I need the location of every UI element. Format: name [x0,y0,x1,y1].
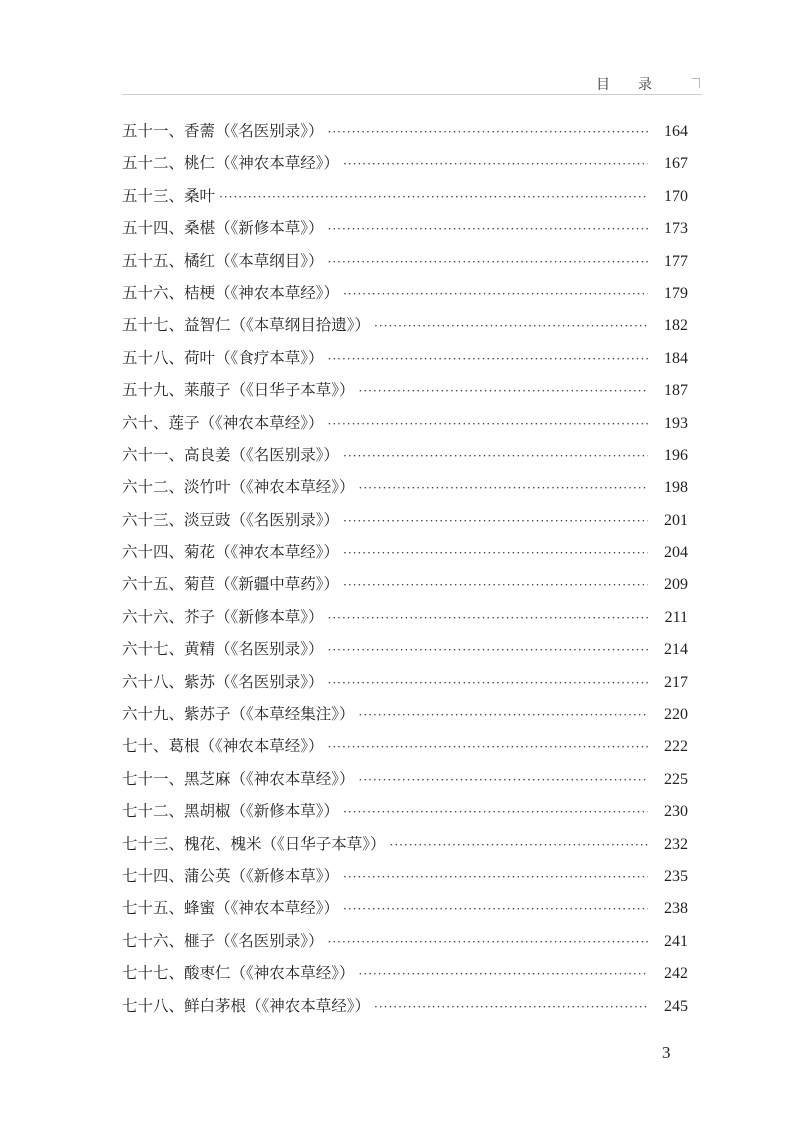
toc-entry-title: 七十二、黑胡椒（《新修本草》） [122,802,340,821]
toc-entry-title: 五十四、桑椹（《新修本草》） [122,219,324,238]
toc-entry[interactable] [122,345,688,377]
toc-entry-title: 五十七、益智仁（《本草纲目拾遗》） [122,316,371,335]
table-of-contents [122,118,688,1025]
dot-leader [359,767,648,793]
toc-entry-page: 217 [664,673,688,691]
toc-entry-title: 六十七、黄精（《名医别录》） [122,640,324,659]
toc-entry-page: 241 [664,932,688,950]
dot-leader [328,929,648,955]
toc-entry-page: 230 [664,803,688,821]
toc-entry-title: 五十二、桃仁（《神农本草经》） [122,154,340,173]
toc-entry[interactable] [122,604,688,636]
toc-entry-title: 五十八、荷叶（《食疗本草》） [122,348,324,367]
toc-entry[interactable] [122,507,688,539]
toc-entry-page: 220 [664,706,688,724]
dot-leader [343,864,648,890]
toc-entry[interactable] [122,863,688,895]
toc-entry-title: 七十八、鲜白茅根（《神农本草经》） [122,996,371,1015]
toc-entry[interactable] [122,539,688,571]
toc-entry[interactable] [122,474,688,506]
toc-entry[interactable] [122,571,688,603]
toc-entry-page: 242 [664,965,688,983]
dot-leader [343,540,648,566]
toc-entry-page: 182 [664,317,688,335]
toc-entry[interactable] [122,312,688,344]
toc-entry[interactable] [122,993,688,1025]
toc-entry-title: 五十九、莱菔子（《日华子本草》） [122,381,355,400]
header-title: 目录 [596,77,680,93]
toc-entry-page: 214 [664,641,688,659]
toc-entry-page: 232 [664,835,688,853]
toc-entry-page: 209 [664,576,688,594]
dot-leader [328,734,648,760]
dot-leader [328,119,648,145]
dot-leader [328,216,648,242]
toc-entry-page: 167 [664,155,688,173]
toc-entry-page: 211 [664,608,688,626]
toc-entry[interactable] [122,118,688,150]
toc-entry-title: 七十五、蜂蜜（《神农本草经》） [122,899,340,918]
dot-leader [343,281,648,307]
dot-leader [359,475,648,501]
dot-leader [219,184,648,210]
toc-entry-page: 170 [664,187,688,205]
toc-entry-page: 177 [664,252,688,270]
dot-leader [359,378,648,404]
toc-entry[interactable] [122,669,688,701]
dot-leader [328,670,648,696]
dot-leader [343,443,648,469]
toc-entry-title: 六十二、淡竹叶（《神农本草经》） [122,478,355,497]
toc-entry[interactable] [122,766,688,798]
toc-entry[interactable] [122,701,688,733]
toc-entry[interactable] [122,280,688,312]
toc-entry[interactable] [122,636,688,668]
toc-entry[interactable] [122,928,688,960]
toc-entry-page: 196 [664,446,688,464]
dot-leader [343,508,648,534]
toc-entry-title: 五十六、桔梗（《神农本草经》） [122,283,340,302]
dot-leader [359,961,648,987]
toc-entry-title: 七十六、榧子（《名医别录》） [122,931,324,950]
toc-entry-title: 五十五、橘红（《本草纲目》） [122,251,324,270]
toc-entry[interactable] [122,733,688,765]
toc-entry-title: 六十八、紫苏（《名医别录》） [122,672,324,691]
toc-entry[interactable] [122,410,688,442]
toc-entry[interactable] [122,895,688,927]
toc-entry[interactable] [122,960,688,992]
toc-entry-page: 245 [664,997,688,1015]
toc-entry-page: 193 [664,414,688,432]
toc-entry-title: 六十九、紫苏子（《本草经集注》） [122,705,355,724]
toc-entry-page: 164 [664,123,688,140]
toc-entry-page: 173 [664,220,688,238]
toc-entry-title: 六十四、菊花（《神农本草经》） [122,543,340,562]
toc-entry[interactable] [122,150,688,182]
corner-mark-icon [692,78,700,88]
toc-entry-title: 七十三、槐花、槐米（《日华子本草》） [122,834,386,853]
running-header [122,72,702,95]
toc-entry-page: 235 [664,867,688,885]
dot-leader [328,249,648,275]
toc-entry-page: 204 [664,544,688,562]
dot-leader [343,896,648,922]
toc-entry-title: 七十、葛根（《神农本草经》） [122,737,324,756]
toc-entry-title: 七十一、黑芝麻（《神农本草经》） [122,769,355,788]
toc-entry-page: 187 [664,382,688,400]
dot-leader [343,151,648,177]
toc-entry-title: 五十三、桑叶 [122,186,216,205]
page-number: 3 [662,1043,671,1062]
toc-entry[interactable] [122,215,688,247]
dot-leader [328,411,648,437]
toc-entry-page: 179 [664,284,688,302]
dot-leader [328,637,648,663]
dot-leader [390,832,648,858]
dot-leader [343,572,648,598]
toc-entry-title: 六十、莲子（《神农本草经》） [122,413,324,432]
toc-entry[interactable] [122,798,688,830]
dot-leader [374,313,648,339]
toc-entry[interactable] [122,183,688,215]
toc-entry-page: 238 [664,900,688,918]
dot-leader [359,702,648,728]
toc-entry-page: 201 [664,511,688,529]
toc-entry-page: 198 [664,479,688,497]
toc-entry-title: 六十六、芥子（《新修本草》） [122,607,324,626]
toc-entry-title: 六十三、淡豆豉（《名医别录》） [122,510,340,529]
toc-entry-title: 六十五、菊苣（《新疆中草药》） [122,575,340,594]
toc-entry[interactable] [122,377,688,409]
toc-entry-title: 五十一、香薷（《名医别录》） [122,122,324,140]
toc-entry[interactable] [122,442,688,474]
toc-entry[interactable] [122,831,688,863]
dot-leader [374,994,648,1020]
toc-entry-title: 七十四、蒲公英（《新修本草》） [122,866,340,885]
toc-entry[interactable] [122,248,688,280]
toc-entry-title: 六十一、高良姜（《名医别录》） [122,445,340,464]
toc-entry-page: 222 [664,738,688,756]
dot-leader [343,799,648,825]
dot-leader [328,605,648,631]
toc-entry-title: 七十七、酸枣仁（《神农本草经》） [122,964,355,983]
dot-leader [328,346,648,372]
toc-entry-page: 225 [664,770,688,788]
toc-entry-page: 184 [664,349,688,367]
